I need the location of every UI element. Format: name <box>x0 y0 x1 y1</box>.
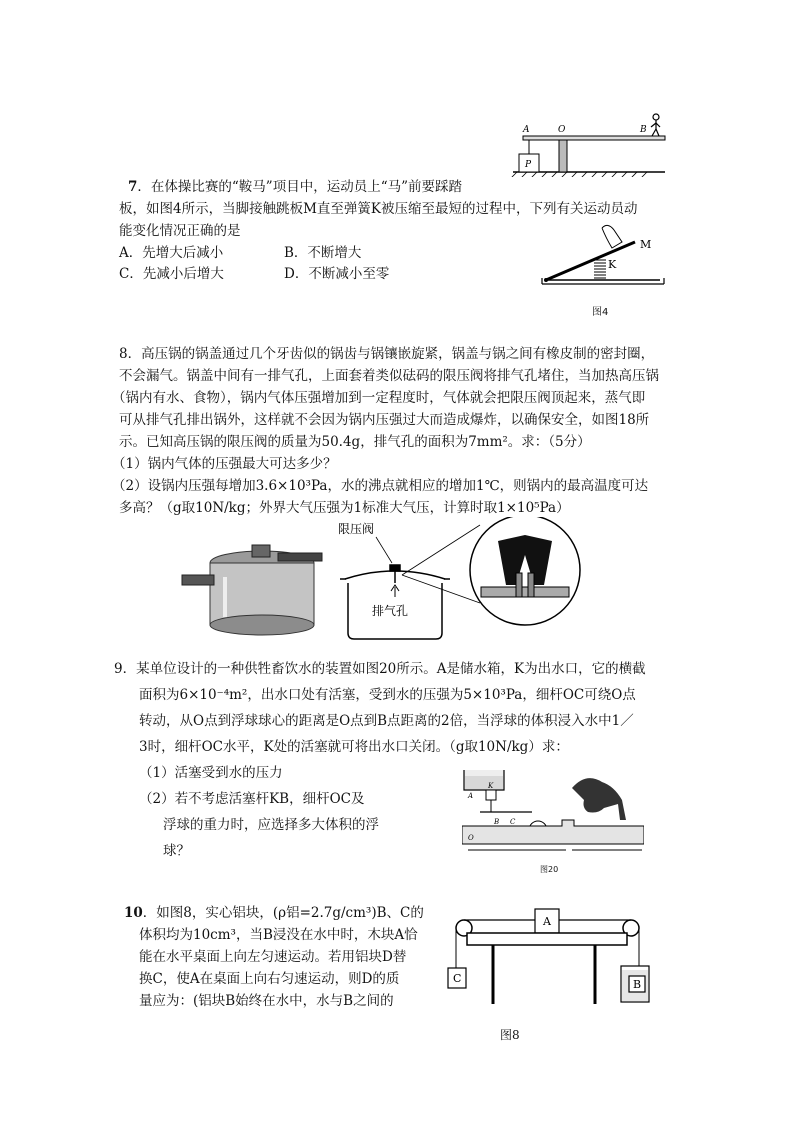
q8-line1: 8．高压锅的锅盖通过几个牙齿似的锅齿与锅镶嵌旋紧，锅盖与锅之间有橡皮制的密封圈， <box>119 346 655 362</box>
q7-option-c: C．先减小后增大 <box>119 266 224 282</box>
q10-line4: 换C，使A在桌面上向右匀速运动，则D的质 <box>139 971 400 987</box>
label-o: O <box>468 834 474 842</box>
label-b: B <box>633 978 642 991</box>
q7-option-d: D．不断减小至零 <box>284 266 390 282</box>
label-c: C <box>453 972 462 985</box>
figure-8-caption: 图8 <box>500 1028 520 1042</box>
q10-line1: 10．如图8，实心铝块，(ρ铝=2.7g/cm³)B、C的 <box>124 905 424 921</box>
label-valve: 限压阀 <box>338 522 375 536</box>
q8-sub2a: （2）设锅内压强每增加3.6×10³Pa，水的沸点就相应的增加1℃，则锅内的最高温度可达 <box>112 478 649 494</box>
figure-20-water-device <box>462 768 644 863</box>
q8-line3: （锅内有水、食物），锅内气体压强增加到一定程度时，气体就会把限压阀顶起来，蒸气即 <box>112 390 646 406</box>
label-b: B <box>494 818 500 826</box>
q8-line2: 不会漏气。锅盖中间有一排气孔，上面套着类似砝码的限压阀将排气孔堵住，当加热高压锅 <box>119 368 659 384</box>
q10-line2: 体积均为10cm³，当B浸没在水中时，木块A恰 <box>139 927 418 943</box>
label-b: B <box>640 125 647 135</box>
label-k: K <box>488 782 494 790</box>
q7-option-a: A．先增大后减小 <box>119 245 224 261</box>
q7-line3: 能变化情况正确的是 <box>119 223 241 239</box>
lever-figure <box>505 112 675 177</box>
q7-option-b: B．不断增大 <box>284 245 362 261</box>
q9-line2: 面积为6×10⁻⁴m²，出水口处有活塞，受到水的压强为5×10³Pa，细杆OC可绕O点 <box>139 687 636 703</box>
q9-sub2c: 球？ <box>163 843 190 859</box>
label-m: M <box>640 238 652 251</box>
figure-4-caption: 图4 <box>592 307 609 318</box>
q9-line4: 3时，细杆OC水平，K处的活塞就可将出水口关闭。（g取10N/kg）求： <box>139 739 569 755</box>
figure-20-caption: 图20 <box>540 865 559 874</box>
valve-zoom-detail <box>470 517 580 625</box>
q9-sub2a: （2）若不考虑活塞杆KB，细杆OC及 <box>139 791 365 807</box>
label-c: C <box>510 818 516 826</box>
pressure-cooker-photo <box>182 545 322 635</box>
label-a: A <box>468 792 474 800</box>
q7-number: 7 <box>128 179 138 195</box>
q8-line5: 示。已知高压锅的限压阀的质量为50.4g，排气孔的面积为7mm²。求：（5分） <box>119 434 591 450</box>
q7-line1: 7．在体操比赛的“鞍马”项目中，运动员上“马”前要踩踏 <box>128 179 463 195</box>
pressure-cooker-cross-section <box>340 565 450 639</box>
label-k: K <box>608 258 617 271</box>
q9-sub2b: 浮球的重力时，应选择多大体积的浮 <box>163 817 379 833</box>
q8-line4: 可从排气孔排出锅外，这样就不会因为锅内压强过大而造成爆炸，以确保安全，如图18所 <box>119 412 650 428</box>
figure-4-springboard <box>540 222 670 302</box>
person-icon <box>651 114 660 136</box>
pressure-cooker-figure <box>180 517 680 647</box>
q10-number: 10 <box>124 905 143 921</box>
label-a: A <box>523 125 530 135</box>
cow-icon <box>572 778 626 820</box>
q7-line2: 板，如图4所示，当脚接触跳板M直至弹簧K被压缩至最短的过程中，下列有关运动员动 <box>119 201 638 217</box>
q9-line3: 转动，从O点到浮球球心的距离是O点到B点距离的2倍，当浮球的体积浸入水中1／ <box>139 713 634 729</box>
label-a: A <box>543 915 551 928</box>
q9-line1: 9．某单位设计的一种供牲畜饮水的装置如图20所示。A是储水箱，K为出水口，它的横截 <box>114 661 646 677</box>
q9-sub1: （1）活塞受到水的压力 <box>139 765 283 781</box>
q8-sub2b: 多高？（g取10N/kg；外界大气压强为1标准大气压，计算时取1×10⁵Pa） <box>119 500 570 516</box>
q10-line5: 量应为：(铝块B始终在水中，水与B之间的 <box>139 993 394 1009</box>
q8-sub1: （1）锅内气体的压强最大可达多少？ <box>112 456 337 472</box>
figure-8-pulley-table <box>445 906 650 1012</box>
label-p: P <box>525 160 532 170</box>
label-vent: 排气孔 <box>372 604 409 618</box>
foot-icon <box>602 225 622 248</box>
q10-line3: 能在水平桌面上向左匀速运动。若用铝块D替 <box>139 949 407 965</box>
label-o: O <box>558 125 566 135</box>
